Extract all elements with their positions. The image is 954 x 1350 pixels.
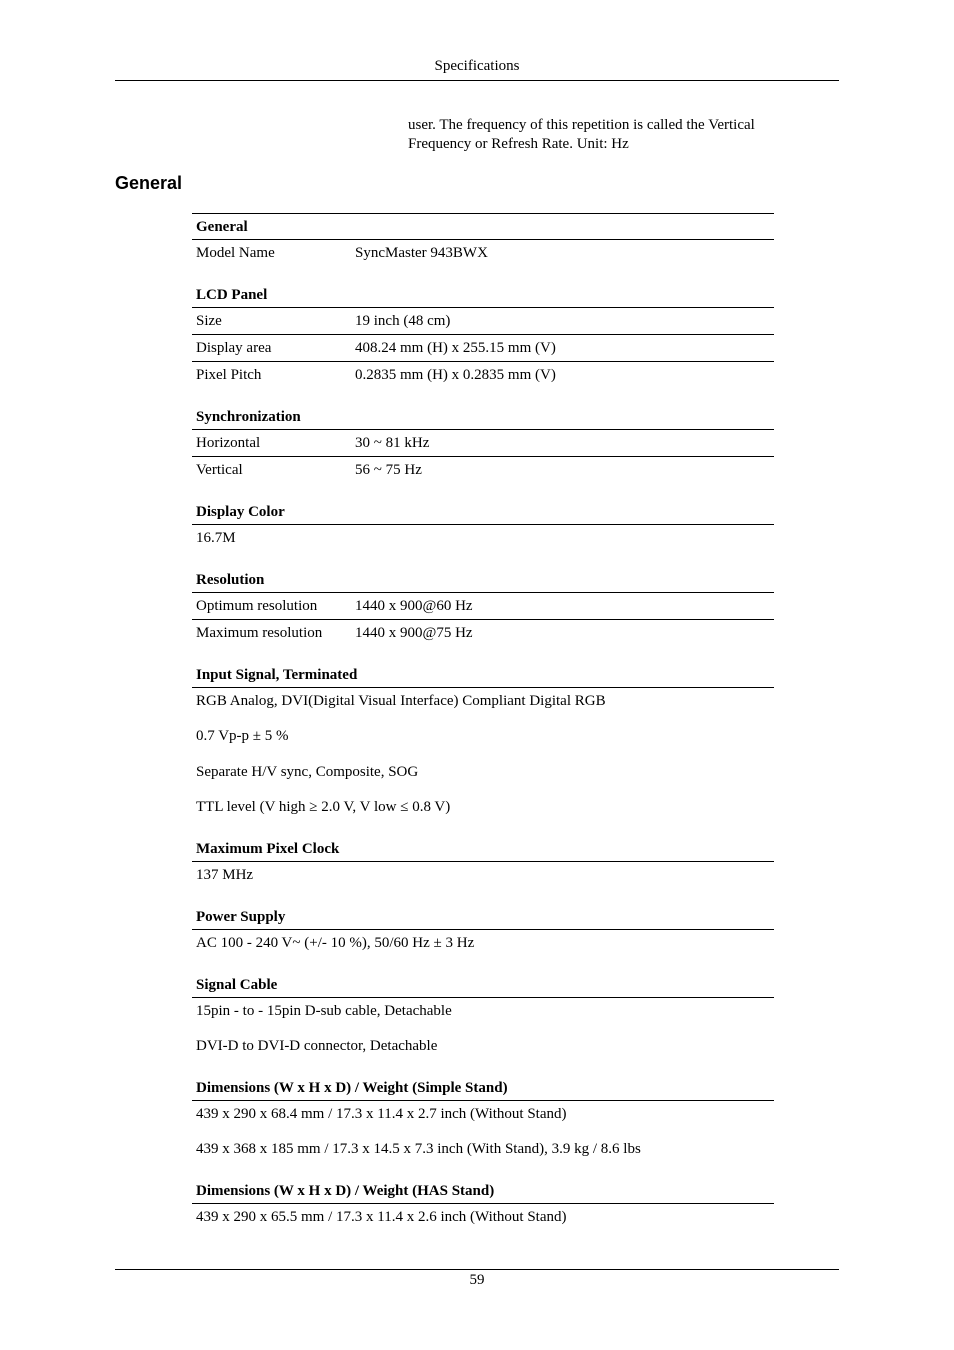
spec-group	[192, 662, 774, 820]
spec-table	[192, 213, 774, 1246]
spec-group	[192, 904, 774, 956]
spec-value: SyncMaster 943BWX	[355, 245, 488, 261]
spec-line: 16.7M	[196, 530, 236, 546]
spec-line: 15pin - to - 15pin D-sub cable, Detachable	[196, 1002, 452, 1019]
spec-row	[192, 361, 774, 388]
header-rule	[115, 80, 839, 81]
spec-group-title: Maximum Pixel Clock	[192, 836, 774, 862]
intro-paragraph	[408, 116, 808, 154]
spec-row	[192, 334, 774, 361]
spec-group-title: General	[192, 213, 774, 240]
spec-group	[192, 282, 774, 388]
spec-line: AC 100 - 240 V~ (+/- 10 %), 50/60 Hz ± 3 Hz	[196, 934, 475, 951]
spec-key: Model Name	[196, 245, 275, 261]
spec-group	[192, 567, 774, 646]
spec-row	[192, 593, 774, 619]
spec-value: 1440 x 900@75 Hz	[355, 625, 473, 641]
spec-key: Maximum resolution	[196, 625, 323, 641]
spec-key: Display area	[196, 340, 272, 356]
spec-row	[192, 456, 774, 483]
spec-group-title: Dimensions (W x H x D) / Weight (Simple Stand)	[192, 1075, 774, 1101]
spec-group	[192, 404, 774, 483]
page-header-title: Specifications	[434, 58, 520, 74]
spec-line: TTL level (V high ≥ 2.0 V, V low ≤ 0.8 V)	[196, 798, 451, 815]
spec-group	[192, 499, 774, 551]
spec-group-title: Dimensions (W x H x D) / Weight (HAS Stand)	[192, 1178, 774, 1204]
spec-value: 56 ~ 75 Hz	[355, 462, 422, 478]
spec-line: DVI-D to DVI-D connector, Detachable	[196, 1038, 438, 1055]
spec-line: 137 MHz	[196, 866, 254, 883]
spec-group-title: Synchronization	[192, 404, 774, 430]
spec-group	[192, 836, 774, 888]
spec-key: Size	[196, 313, 222, 329]
spec-row	[192, 308, 774, 334]
spec-value: 30 ~ 81 kHz	[355, 435, 430, 451]
spec-line: 0.7 Vp-p ± 5 %	[196, 728, 289, 745]
spec-group-title: Resolution	[192, 567, 774, 593]
spec-line: 439 x 290 x 68.4 mm / 17.3 x 11.4 x 2.7 inch (Without Stand)	[196, 1106, 567, 1123]
spec-line: RGB Analog, DVI(Digital Visual Interface) Compliant Digital RGB	[196, 693, 606, 709]
spec-value: 19 inch (48 cm)	[355, 313, 451, 329]
intro-line-2: Frequency or Refresh Rate. Unit: Hz	[408, 136, 629, 152]
spec-key: Optimum resolution	[196, 598, 318, 614]
spec-value: 408.24 mm (H) x 255.15 mm (V)	[355, 340, 556, 356]
spec-group	[192, 213, 774, 266]
section-title: General	[115, 173, 183, 193]
footer-rule	[115, 1269, 839, 1270]
spec-group-title: Power Supply	[192, 904, 774, 930]
spec-key: Vertical	[196, 462, 243, 478]
spec-group	[192, 1075, 774, 1162]
spec-group-title: Input Signal, Terminated	[192, 662, 774, 688]
spec-group-title: Display Color	[192, 499, 774, 525]
spec-line: Separate H/V sync, Composite, SOG	[196, 763, 419, 780]
spec-line: 439 x 290 x 65.5 mm / 17.3 x 11.4 x 2.6 inch (Without Stand)	[196, 1209, 567, 1226]
intro-line-1: user. The frequency of this repetition is called the Vertical	[408, 117, 755, 133]
spec-key: Horizontal	[196, 435, 261, 451]
spec-key: Pixel Pitch	[196, 367, 262, 383]
spec-group	[192, 972, 774, 1059]
spec-line: 439 x 368 x 185 mm / 17.3 x 14.5 x 7.3 inch (With Stand), 3.9 kg / 8.6 lbs	[196, 1141, 641, 1158]
spec-value: 0.2835 mm (H) x 0.2835 mm (V)	[355, 367, 556, 383]
spec-row	[192, 240, 774, 266]
page-number: 59	[469, 1272, 485, 1288]
spec-group	[192, 1178, 774, 1230]
spec-group-title: Signal Cable	[192, 972, 774, 998]
spec-value: 1440 x 900@60 Hz	[355, 598, 473, 614]
spec-group-title: LCD Panel	[192, 282, 774, 308]
spec-row	[192, 430, 774, 456]
spec-row	[192, 619, 774, 646]
